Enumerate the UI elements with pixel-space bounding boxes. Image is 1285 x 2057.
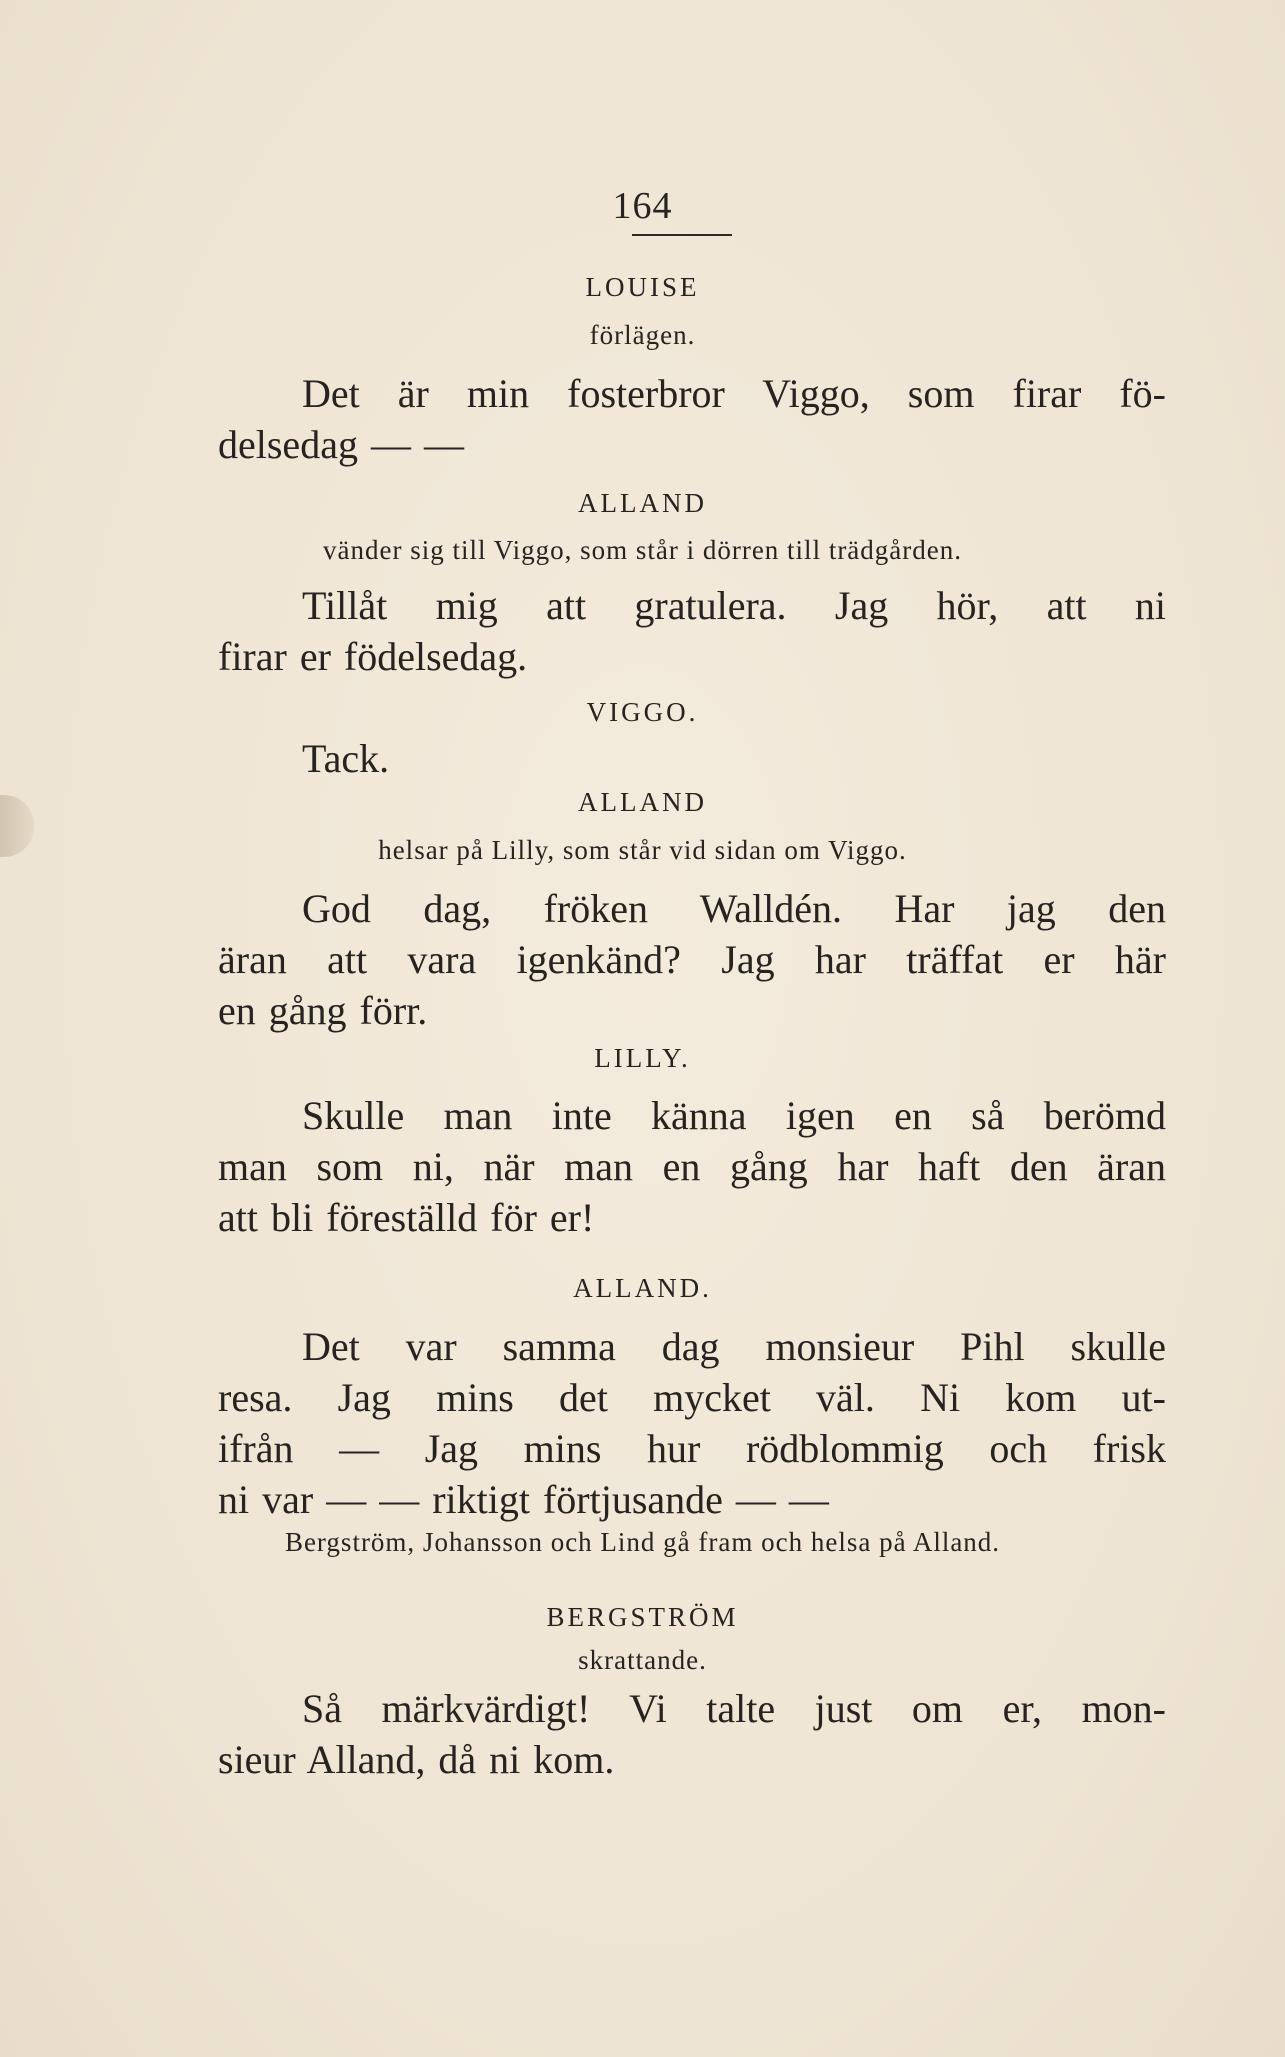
- stage-direction: förlägen.: [589, 320, 696, 350]
- stage-direction: skrattande.: [578, 1645, 707, 1675]
- speech-block: [218, 580, 1166, 682]
- speaker-lilly: LILLY.: [594, 1043, 691, 1073]
- speech-block: [218, 1683, 1166, 1785]
- speech-line: att bli föreställd för er!: [218, 1195, 595, 1240]
- speech-line: God dag, fröken Walldén. Har jag den: [302, 886, 1166, 931]
- speech-line: man som ni, när man en gång har haft den äran: [218, 1144, 1166, 1189]
- page-number-rule: [632, 234, 732, 236]
- speech-line: firar er födelsedag.: [218, 634, 528, 679]
- speech-line: Så märkvärdigt! Vi talte just om er, mon-: [302, 1686, 1166, 1731]
- speech-block: [218, 1090, 1166, 1243]
- speech-line: äran att vara igenkänd? Jag har träffat er här: [218, 937, 1166, 982]
- speech-line: ifrån — Jag mins hur rödblommig och frisk: [218, 1426, 1166, 1471]
- speech-line: Tack.: [302, 736, 390, 781]
- speech-line: delsedag — —: [218, 422, 464, 467]
- speech-block: [218, 883, 1166, 1036]
- speech-line: ni var — — riktigt förtjusande — —: [218, 1477, 829, 1522]
- speech-block: [218, 368, 1166, 470]
- speaker-viggo: VIGGO.: [586, 697, 699, 727]
- speaker-louise: LOUISE: [585, 272, 700, 302]
- speech-block: [218, 1321, 1166, 1525]
- speech-line: Det är min fosterbror Viggo, som firar fö-: [302, 371, 1166, 416]
- speech-line: resa. Jag mins det mycket väl. Ni kom ut-: [218, 1375, 1166, 1420]
- speech-line: Skulle man inte känna igen en så berömd: [302, 1093, 1166, 1138]
- page-number: 164: [612, 185, 673, 227]
- speech-line: Tillåt mig att gratulera. Jag hör, att ni: [302, 583, 1166, 628]
- stage-direction: Bergström, Johansson och Lind gå fram och helsa på Alland.: [284, 1527, 1001, 1557]
- stage-direction: helsar på Lilly, som står vid sidan om Viggo.: [378, 835, 907, 865]
- speaker-alland: ALLAND: [578, 488, 707, 518]
- speaker-bergstrom: BERGSTRÖM: [546, 1602, 739, 1632]
- speaker-alland: ALLAND: [578, 787, 707, 817]
- speaker-alland: ALLAND.: [573, 1273, 712, 1303]
- speech-block: [218, 733, 1166, 784]
- speech-line: en gång förr.: [218, 988, 428, 1033]
- stage-direction: vänder sig till Viggo, som står i dörren till trädgården.: [322, 535, 963, 565]
- speech-line: sieur Alland, då ni kom.: [218, 1737, 615, 1782]
- speech-line: Det var samma dag monsieur Pihl skulle: [302, 1324, 1166, 1369]
